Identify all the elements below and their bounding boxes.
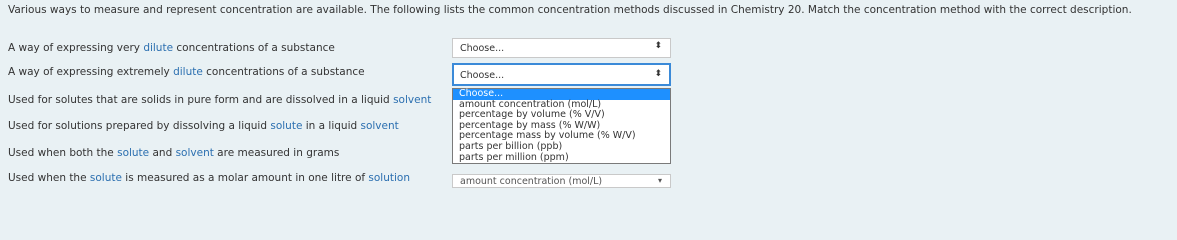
select-value: amount concentration (mol/L) — [460, 176, 603, 187]
question-4-text: Used for solutions prepared by dissolving a liquid solute in a liquid solvent — [8, 120, 399, 132]
glossary-link-solution[interactable]: solution — [368, 172, 410, 184]
select-arrow-icon: ⬍ — [654, 41, 662, 51]
question-1-text: A way of expressing very dilute concentrations of a substance — [8, 42, 335, 54]
question-1-select[interactable] — [452, 38, 671, 58]
dropdown-option-choose[interactable]: Choose... — [453, 89, 670, 100]
select-value: Choose... — [460, 70, 505, 81]
glossary-link-solvent[interactable]: solvent — [175, 147, 214, 159]
question-3-text: Used for solutes that are solids in pure form and are dissolved in a liquid solvent — [8, 94, 432, 106]
dropdown-option-ppm[interactable]: parts per million (ppm) — [459, 151, 569, 163]
dropdown-option-percentage-by-volume[interactable]: percentage by volume (% V/V) — [459, 109, 605, 121]
select-arrow-icon: ▾ — [657, 176, 662, 185]
dropdown-options-list — [452, 88, 671, 164]
glossary-link-dilute[interactable]: dilute — [173, 66, 203, 78]
dropdown-option-amount-concentration[interactable]: amount concentration (mol/L) — [459, 98, 602, 110]
question-6-select[interactable] — [452, 174, 671, 188]
question-2-select[interactable] — [452, 63, 671, 86]
instructions-text: Various ways to measure and represent concentration are available. The following lists the common concentration methods discussed in Chemistry 20. Match the concentration method with the correct description. — [8, 4, 1132, 16]
glossary-link-solute[interactable]: solute — [270, 120, 303, 132]
glossary-link-solvent[interactable]: solvent — [360, 120, 399, 132]
select-value: Choose... — [460, 43, 505, 54]
question-5-text: Used when both the solute and solvent are measured in grams — [8, 147, 340, 159]
question-6-text: Used when the solute is measured as a molar amount in one litre of solution — [8, 172, 410, 184]
question-2-text: A way of expressing extremely dilute concentrations of a substance — [8, 66, 365, 78]
dropdown-option-percentage-mass-by-volume[interactable]: percentage mass by volume (% W/V) — [459, 130, 636, 142]
glossary-link-solvent[interactable]: solvent — [393, 94, 432, 106]
select-arrow-icon: ⬍ — [654, 69, 662, 79]
glossary-link-dilute[interactable]: dilute — [143, 42, 174, 54]
glossary-link-solute[interactable]: solute — [117, 147, 150, 159]
glossary-link-solute[interactable]: solute — [89, 172, 122, 184]
dropdown-option-ppb[interactable]: parts per billion (ppb) — [459, 140, 563, 152]
dropdown-option-percentage-by-mass[interactable]: percentage by mass (% W/W) — [459, 119, 601, 131]
